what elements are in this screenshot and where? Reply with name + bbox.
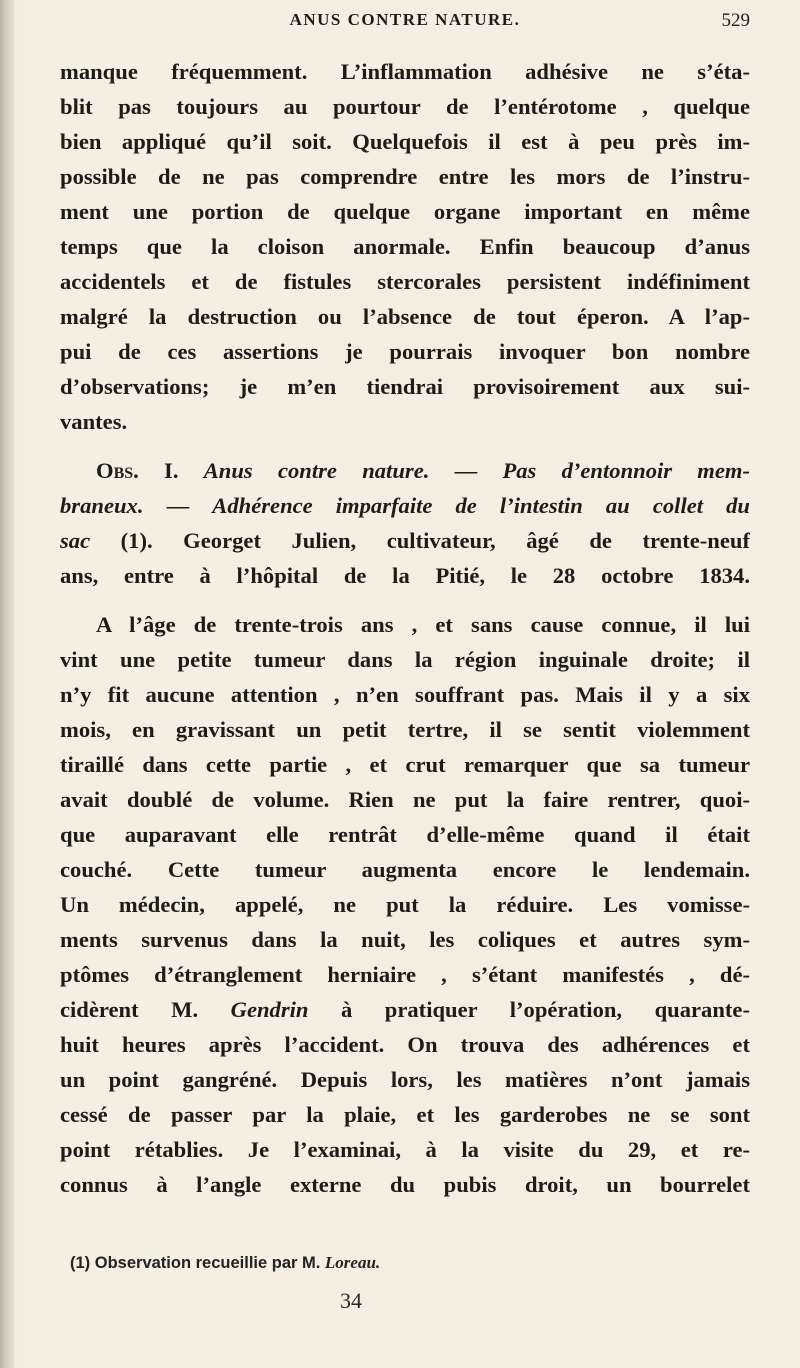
observation-title: Anus contre nature. — [203, 458, 430, 483]
text-line: point rétablies. Je l’examinai, à la visite du 29, et re- — [60, 1137, 750, 1162]
observation-subtitle-b: Adhérence imparfaite de l’intestin au collet du — [212, 493, 750, 518]
observation-label: Obs. I. — [96, 458, 179, 483]
text-line: possible de ne pas comprendre entre les mors de l’instru- — [60, 164, 750, 189]
signature-mark: 34 — [340, 1288, 362, 1313]
surgeon-name: Gendrin — [230, 997, 309, 1022]
text-line: couché. Cette tumeur augmenta encore le lendemain. — [60, 857, 750, 882]
text-line: tiraillé dans cette partie , et crut remarquer que sa tumeur — [60, 752, 750, 777]
observation-separator: — — [143, 493, 213, 518]
text-line: d’observations; je m’en tiendrai provisoirement aux sui- — [60, 374, 750, 399]
observation-separator: — — [429, 458, 503, 483]
footnote-text: Observation recueillie par M. — [90, 1254, 325, 1272]
text-line: manque fréquemment. L’inflammation adhésive ne s’éta- — [60, 59, 750, 84]
text-line: mois, en gravissant un petit tertre, il se sentit violemment — [60, 717, 750, 742]
text-line: cessé de passer par la plaie, et les garderobes ne se sont — [60, 1102, 750, 1127]
text-line: un point gangréné. Depuis lors, les matières n’ont jamais — [60, 1067, 750, 1092]
page-gutter — [0, 0, 14, 1368]
text-line: vint une petite tumeur dans la région inguinale droite; il — [60, 647, 750, 672]
footnote-name: Loreau. — [324, 1253, 381, 1272]
text-line: ptômes d’étranglement herniaire , s’étant manifestés , dé- — [60, 962, 750, 987]
text-fragment: à pratiquer l’opération, quarante- — [308, 997, 750, 1022]
text-line: bien appliqué qu’il soit. Quelquefois il est à peu près im- — [60, 129, 750, 154]
page-number: 529 — [721, 10, 750, 31]
text-line: pui de ces assertions je pourrais invoquer bon nombre — [60, 339, 750, 364]
text-line: malgré la destruction ou l’absence de tout éperon. A l’ap- — [60, 304, 750, 329]
footnote — [70, 1253, 730, 1273]
text-line: vantes. — [60, 409, 128, 434]
text-line: que auparavant elle rentrât d’elle-même quand il était — [60, 822, 750, 847]
text-line: temps que la cloison anormale. Enfin beaucoup d’anus — [60, 234, 750, 259]
text-line: blit pas toujours au pourtour de l’entérotome , quelque — [60, 94, 750, 119]
text-line — [60, 992, 750, 1027]
text-line: Un médecin, appelé, ne put la réduire. Les vomisse- — [60, 892, 750, 917]
text-line: accidentels et de fistules stercorales persistent indéfiniment — [60, 269, 750, 294]
observation-heading-line — [60, 523, 750, 558]
text-line: n’y fit aucune attention , n’en souffrant pas. Mais il y a six — [60, 682, 750, 707]
paragraph-gap — [60, 593, 750, 607]
text-line: A l’âge de trente-trois ans , et sans cause connue, il lui — [96, 612, 750, 637]
observation-subtitle: Pas d’entonnoir mem- — [502, 458, 750, 483]
observation-heading-line: ans, entre à l’hôpital de la Pitié, le 28 octobre 1834. — [60, 563, 750, 588]
text-line: avait doublé de volume. Rien ne put la faire rentrer, quoi- — [60, 787, 750, 812]
running-head — [60, 10, 750, 40]
observation-sac: sac — [60, 528, 91, 553]
body-text — [60, 54, 750, 1202]
text-line: ment une portion de quelque organe important en même — [60, 199, 750, 224]
observation-heading-line — [60, 453, 750, 488]
text-line: huit heures après l’accident. On trouva des adhérences et — [60, 1032, 750, 1057]
observation-subtitle-cont: braneux. — [60, 493, 144, 518]
text-line: connus à l’angle externe du pubis droit, un bourrelet — [60, 1172, 750, 1197]
observation-patient: (1). Georget Julien, cultivateur, âgé de trente-neuf — [90, 528, 750, 553]
text-line: ments survenus dans la nuit, les coliques et autres sym- — [60, 927, 750, 952]
footnote-marker: (1) — [70, 1254, 91, 1272]
observation-heading-line — [60, 488, 750, 523]
paragraph-gap — [60, 439, 750, 453]
running-title: ANUS CONTRE NATURE. — [289, 10, 521, 29]
text-fragment: cidèrent M. — [60, 997, 231, 1022]
